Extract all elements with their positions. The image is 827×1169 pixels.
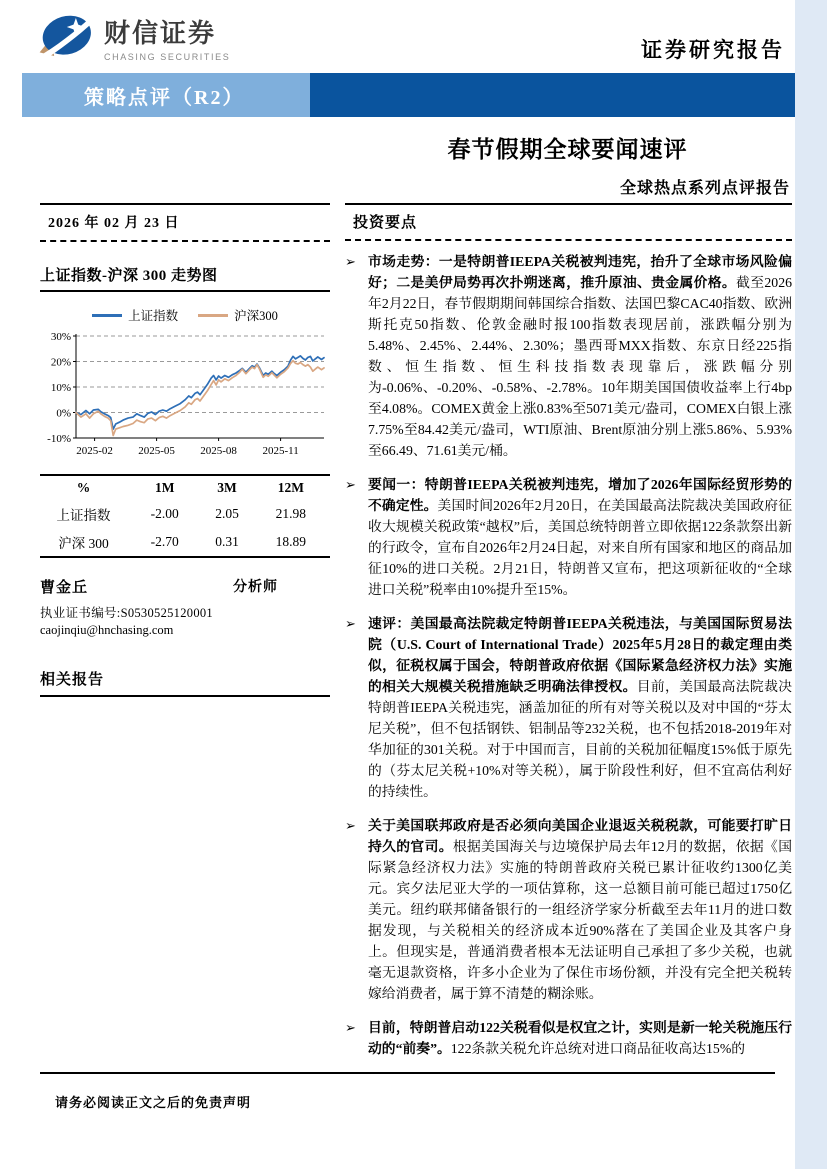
footer-divider: [40, 1072, 775, 1074]
analyst-cert-number: 执业证书编号:S0530525120001: [40, 606, 213, 620]
bullet-arrow-icon: ➢: [345, 616, 356, 631]
col-header-1m: 1M: [154, 480, 175, 495]
bullet-arrow-icon: ➢: [345, 818, 356, 833]
col-header-12m: 12M: [277, 480, 304, 495]
bullet-arrow-icon: ➢: [345, 477, 356, 492]
svg-text:0%: 0%: [56, 407, 71, 420]
point-lead: 市场走势：一是特朗普IEEPA关税被判违宪，抬升了全球市场风险偏好；二是美伊局势再次扑朔迷离，推升原油、贵金属价格。: [368, 254, 792, 290]
col-header-pct: %: [76, 480, 91, 495]
performance-table: [40, 474, 330, 558]
investment-points-heading: 投资要点: [345, 203, 792, 241]
category-banner: [22, 73, 795, 117]
investment-point: [345, 474, 792, 600]
table-row: [40, 528, 330, 557]
investment-points-list: [345, 251, 792, 1059]
report-date: 2026 年 02 月 23 日: [40, 203, 330, 242]
right-edge-stripe: [795, 0, 827, 1169]
investment-point-text: [368, 1017, 792, 1059]
point-lead: 要闻一：特朗普IEEPA关税被判违宪，增加了2026年国际经贸形势的不确定性。: [368, 477, 792, 513]
legend-line-swatch: [92, 314, 122, 317]
svg-text:30%: 30%: [50, 331, 71, 343]
investment-point: [345, 251, 792, 461]
point-body: 根据美国海关与边境保护局去年12月的数据，依据《国际紧急经济权力法》实施的特朗普政府关税已累计征收约1300亿美元。宾夕法尼亚大学的一项估算称，这一总额目前可能已超过1750亿美元。纽约联邦储备银行的一组经济学家分析截至去年11月的进口数据发现，与关税相关的经济成本近90%落在了美国企业及其客户身上。但现实是，普通消费者根本无法证明自己承担了多少关税，也就毫无退款资格，许多小企业为了保住市场份额，并没有完全把关税转嫁给消费者，属于算不清楚的糊涂账。: [368, 839, 793, 1001]
point-body: 截至2026年2月22日，春节假期期间韩国综合指数、法国巴黎CAC40指数、欧洲斯托克50指数、伦敦金融时报100指数表现居前，涨跌幅分别为5.48%、2.45%、2.44%、2.30%；墨西哥MXX指数、东京日经225指数、恒生指数、恒生科技指数表现靠后，涨跌幅分别为-0.06%、-0.20%、-0.58%、-2.78%。10年期美国国债收益率上行4bp至4.08%。COMEX黄金上涨0.83%至5071美元/盎司，COMEX白银上涨7.75%至84.42美元/盎司，WTI原油、Brent原油分别上涨5.86%、5.93%至66.49、71.61美元/桶。: [368, 275, 793, 458]
point-body: 122条款关税允许总统对进口商品征收高达15%的: [450, 1041, 746, 1056]
row-3m: 2.05: [215, 506, 239, 521]
analyst-email: caojinqiu@hnchasing.com: [40, 623, 174, 637]
index-performance-chart: [40, 328, 330, 460]
svg-text:10%: 10%: [50, 382, 71, 394]
related-reports-heading: 相关报告: [40, 668, 330, 697]
investment-point-text: [368, 474, 792, 600]
bullet-arrow-icon: ➢: [345, 254, 356, 269]
footer-disclaimer: 请务必阅读正文之后的免责声明: [55, 1095, 252, 1110]
row-1m: -2.70: [150, 534, 179, 549]
svg-text:2025-11: 2025-11: [262, 445, 299, 457]
investment-point-text: [368, 815, 792, 1004]
legend-item: [198, 306, 278, 324]
table-row: [40, 500, 330, 528]
row-name: 沪深 300: [58, 536, 109, 551]
bullet-arrow-icon: ➢: [345, 1020, 356, 1035]
svg-text:2025-05: 2025-05: [138, 445, 175, 457]
point-lead: 关于美国联邦政府是否必须向美国企业退返关税税款，可能要打旷日持久的官司。: [368, 818, 792, 854]
row-1m: -2.00: [150, 506, 179, 521]
legend-line-swatch: [198, 314, 228, 317]
point-body: 目前，美国最高法院裁决特朗普IEEPA关税违宪，涵盖加征的所有对等关税以及对中国的“芬太尼关税”，但不包括钢铁、铝制品等232关税，也不包括2018-2019年对华加征的301关税。对于中国而言，目前的关税加征幅度15%低于原先的（芬太尼关税+10%对等关税），属于阶段性利好，但不宜高估利好的持续性。: [368, 679, 793, 799]
analyst-name: 曹金丘: [40, 580, 89, 596]
investment-point: [345, 815, 792, 1004]
point-body: 美国时间2026年2月20日，在美国最高法院裁决美国政府征收大规模关税政策“越权”后，美国总统特朗普立即依据122条款祭出新的行政令，宣布自2026年2月24日起，对来自所有国家和地区的商品加征10%的进口关税。2月21日，特朗普又宣布，把这项新征收的“全球进口关税”税率由10%提升至15%。: [368, 498, 793, 597]
category-banner-label: 策略点评（R2）: [22, 73, 310, 117]
brand-name-en: CHASING SECURITIES: [104, 51, 231, 62]
brand-names: [104, 13, 230, 62]
analyst-block: [40, 576, 330, 597]
row-3m: 0.31: [215, 534, 239, 549]
chart-legend: [40, 306, 330, 324]
point-lead: 速评：美国最高法院裁定特朗普IEEPA关税违法，与美国国际贸易法院（U.S. Court of International Trade）2025年5月28日的裁定理由类似，征税权属于国会，特朗普政府依据《国际紧急经济权力法》实施的相关大规模关税措施缺乏明确法律授权。: [368, 616, 792, 694]
svg-text:-10%: -10%: [47, 433, 71, 445]
report-type-label: 证券研究报告: [641, 38, 785, 62]
point-lead: 目前，特朗普启动122关税看似是权宜之计，实则是新一轮关税施压行动的“前奏”。: [368, 1020, 792, 1056]
col-header-3m: 3M: [217, 480, 237, 495]
svg-text:2025-02: 2025-02: [76, 445, 113, 457]
row-12m: 18.89: [275, 534, 307, 549]
left-column: [40, 203, 330, 697]
legend-item: [92, 306, 178, 324]
chasing-securities-logo-icon: [36, 10, 94, 64]
svg-text:2025-08: 2025-08: [200, 445, 237, 457]
table-header-row: [40, 475, 330, 500]
legend-label: 上证指数: [128, 309, 179, 323]
investment-point-text: [368, 251, 792, 461]
brand-logo: [36, 10, 230, 64]
investment-point: [345, 1017, 792, 1059]
investment-point-text: [368, 613, 792, 802]
report-title: 春节假期全球要闻速评: [447, 137, 688, 162]
brand-name-cn: 财信证券: [104, 17, 217, 48]
legend-label: 沪深300: [234, 309, 278, 323]
category-banner-dark-bar: [310, 73, 795, 117]
svg-text:20%: 20%: [50, 356, 71, 369]
investment-point: [345, 613, 792, 802]
report-subtitle: 全球热点系列点评报告: [619, 180, 790, 197]
right-column: [345, 203, 792, 1072]
chart-title: 上证指数-沪深 300 走势图: [40, 264, 330, 292]
row-name: 上证指数: [56, 508, 111, 523]
analyst-role: 分析师: [233, 580, 278, 595]
row-12m: 21.98: [275, 506, 307, 521]
